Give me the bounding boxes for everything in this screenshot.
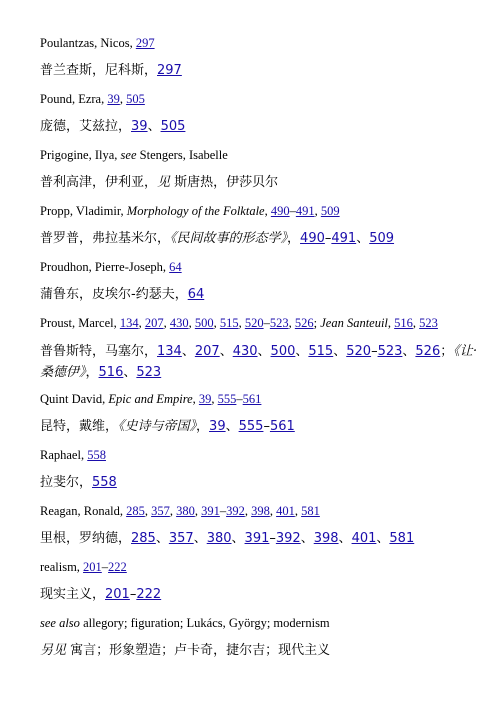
page-reference-link[interactable]: 222 (136, 587, 162, 602)
page-reference-link[interactable]: 39 (209, 419, 226, 434)
page-reference-link[interactable]: 391 (244, 531, 270, 546)
entry-text: 、 (300, 531, 314, 546)
entry-text: – (324, 231, 332, 246)
entry-text: 、 (257, 344, 271, 359)
entry-text: ， (196, 419, 210, 434)
index-entry-en (40, 557, 480, 577)
italic-text: 见 (157, 175, 171, 190)
italic-text: 《史诗与帝国》 (118, 419, 197, 434)
index-entry-en (40, 201, 480, 221)
page-reference-link[interactable]: 297 (135, 36, 155, 50)
entry-text: Proust, Marcel, (40, 316, 120, 330)
entry-text: ； (440, 344, 454, 359)
entry-text: , (169, 504, 177, 518)
entry-text: 蒲鲁东，皮埃尔-约瑟夫， (40, 287, 188, 302)
entry-text: , (213, 316, 220, 330)
entry-text: 、 (231, 531, 245, 546)
page-reference-link[interactable]: 581 (389, 531, 415, 546)
entry-text: 、 (225, 419, 239, 434)
page-reference-link[interactable]: 523 (377, 344, 403, 359)
entry-text: 里根，罗纳德， (40, 531, 132, 546)
entry-text: , (264, 204, 271, 218)
entry-text: – (289, 204, 296, 218)
index-entry-en (40, 389, 480, 409)
page-reference-link[interactable]: 490 (300, 231, 325, 246)
page-reference-link[interactable]: 515 (308, 344, 334, 359)
page-reference-link[interactable]: 392 (226, 504, 245, 518)
page-reference-link[interactable]: 523 (419, 316, 438, 330)
entry-text: Pound, Ezra, (40, 92, 108, 106)
page-reference-link[interactable]: 380 (176, 504, 195, 518)
page-reference-link[interactable]: 509 (369, 231, 395, 246)
page-reference-link[interactable]: 491 (331, 231, 357, 246)
entry-text: , (211, 392, 218, 406)
index-entry-en (40, 257, 480, 277)
page-reference-link[interactable]: 516 (394, 316, 413, 330)
italic-text: 另见 (40, 643, 67, 658)
page-reference-link[interactable]: 523 (269, 316, 289, 330)
entry-text: Stengers, Isabelle (136, 148, 228, 162)
page-reference-link[interactable]: 357 (151, 504, 170, 518)
page-reference-link[interactable]: 558 (87, 448, 106, 462)
page-reference-link[interactable]: 505 (160, 119, 186, 134)
page-reference-link[interactable]: 207 (194, 344, 220, 359)
page-reference-link[interactable]: 555 (238, 419, 264, 434)
italic-text: see also (40, 616, 80, 630)
entry-text: , (269, 504, 277, 518)
entry-text: , (314, 204, 321, 218)
page-reference-link[interactable]: 401 (351, 531, 377, 546)
entry-text: ; (313, 316, 321, 330)
italic-text: Epic and Empire (108, 392, 193, 406)
page-reference-link[interactable]: 64 (187, 287, 205, 302)
italic-text: Jean Santeuil (320, 316, 388, 330)
page-reference-link[interactable]: 391 (201, 504, 220, 518)
page-reference-link[interactable]: 526 (415, 344, 441, 359)
page-reference-link[interactable]: 526 (294, 316, 314, 330)
entry-text: 、 (356, 231, 370, 246)
page-reference-link[interactable]: 558 (92, 475, 117, 490)
entry-text: – (269, 531, 276, 546)
page-reference-link[interactable]: 201 (83, 560, 102, 574)
entry-text: Prigogine, Ilya, (40, 148, 121, 162)
entry-text: 、 (147, 119, 161, 134)
entry-text: – (371, 344, 378, 359)
index-entry-en (40, 33, 480, 53)
entry-text: 、 (402, 344, 416, 359)
entry-text: 、 (376, 531, 390, 546)
italic-text: 《民间故事的形态学》 (170, 231, 288, 246)
entry-text: 、 (123, 365, 137, 380)
entry-text: , (412, 316, 420, 330)
page-reference-link[interactable]: 516 (98, 365, 124, 380)
entry-text: Proudhon, Pierre-Joseph, (40, 260, 170, 274)
index-entry-zh (40, 529, 480, 549)
index-entry-en (40, 313, 480, 333)
entry-text: realism, (40, 560, 84, 574)
page-reference-link[interactable]: 561 (269, 419, 295, 434)
entry-text: – (263, 419, 270, 434)
entry-text: – (129, 587, 137, 602)
page-reference-link[interactable]: 297 (157, 63, 182, 78)
entry-text: 、 (193, 531, 207, 546)
entry-text: Poulantzas, Nicos, (40, 36, 136, 50)
entry-text: 普罗普，弗拉基米尔， (40, 231, 171, 246)
entry-text: 普利高津，伊利亚， (40, 175, 158, 190)
index-entry-zh (40, 173, 480, 193)
entry-text: 、 (181, 344, 195, 359)
entry-text: , (138, 316, 145, 330)
page-reference-link[interactable]: 401 (276, 504, 295, 518)
entry-text: – (263, 316, 270, 330)
page-reference-link[interactable]: 500 (194, 316, 214, 330)
entry-text: Reagan, Ronald, (40, 504, 127, 518)
entry-text: 、 (338, 531, 352, 546)
entry-text: Quint David, (40, 392, 109, 406)
page-reference-link[interactable]: 398 (251, 504, 270, 518)
entry-text: , (294, 504, 302, 518)
entry-text: – (219, 504, 227, 518)
italic-text: Morphology of the Folktale (126, 204, 265, 218)
entry-text: 、 (219, 344, 233, 359)
entry-text: , (192, 392, 199, 406)
page-reference-link[interactable]: 505 (126, 92, 145, 106)
index-entry-en (40, 445, 480, 465)
entry-text: 普鲁斯特，马塞尔， (40, 344, 158, 359)
page-reference-link[interactable]: 201 (105, 587, 130, 602)
index-entries (40, 33, 480, 661)
index-entry-en (40, 501, 480, 521)
entry-text: 昆特，戴维， (40, 419, 119, 434)
index-entry-zh (40, 417, 480, 437)
page-reference-link[interactable]: 285 (131, 531, 156, 546)
page-reference-link[interactable]: 134 (157, 344, 182, 359)
page-reference-link[interactable]: 490 (270, 204, 290, 218)
italic-text: see (120, 148, 137, 162)
entry-text: 、 (333, 344, 347, 359)
page-reference-link[interactable]: 581 (301, 504, 320, 518)
entry-text: , (387, 316, 395, 330)
page-reference-link[interactable]: 523 (136, 365, 162, 380)
entry-text: Propp, Vladimir, (40, 204, 127, 218)
page-reference-link[interactable]: 398 (313, 531, 339, 546)
index-entry-zh (40, 285, 480, 305)
entry-text: , (119, 92, 127, 106)
page-reference-link[interactable]: 207 (144, 316, 164, 330)
entry-text: 现实主义， (40, 587, 106, 602)
index-entry-en (40, 145, 480, 165)
index-entry-zh (40, 229, 480, 249)
index-entry-zh (40, 61, 480, 81)
page-reference-link[interactable]: 285 (126, 504, 145, 518)
index-entry-zh (40, 585, 480, 605)
index-entry-zh (40, 641, 480, 661)
entry-text: , (238, 316, 245, 330)
page-reference-link[interactable]: 509 (320, 204, 340, 218)
entry-text: 庞德，艾兹拉， (40, 119, 132, 134)
entry-text: , (144, 504, 152, 518)
index-entry-en (40, 89, 480, 109)
entry-text: 、 (295, 344, 309, 359)
page-reference-link[interactable]: 222 (108, 560, 127, 574)
entry-text: 寓言；形象塑造；卢卡奇，捷尔吉；现代主义 (66, 643, 331, 658)
page-reference-link[interactable]: 39 (107, 92, 120, 106)
page-reference-link[interactable]: 491 (295, 204, 315, 218)
entry-text: 、 (155, 531, 169, 546)
page-reference-link[interactable]: 561 (242, 392, 262, 406)
index-entry-zh (40, 473, 480, 493)
index-entry-zh (40, 341, 480, 383)
page-reference-link[interactable]: 500 (270, 344, 296, 359)
page-reference-link[interactable]: 520 (346, 344, 372, 359)
entry-text: – (101, 560, 109, 574)
page-reference-link[interactable]: 357 (168, 531, 194, 546)
entry-text: , (163, 316, 170, 330)
entry-text: – (236, 392, 243, 406)
entry-text: allegory; figuration; Lukács, György; modernism (79, 616, 330, 630)
entry-text: , (188, 316, 195, 330)
page-reference-link[interactable]: 515 (219, 316, 239, 330)
page-reference-link[interactable]: 520 (244, 316, 264, 330)
index-entry-en (40, 613, 480, 633)
page-reference-link[interactable]: 134 (119, 316, 139, 330)
page-reference-link[interactable]: 39 (198, 392, 212, 406)
entry-text: , (194, 504, 202, 518)
entry-text: 普兰查斯，尼科斯， (40, 63, 158, 78)
entry-text: Raphael, (40, 448, 88, 462)
page-reference-link[interactable]: 64 (169, 260, 182, 274)
page-reference-link[interactable]: 39 (131, 119, 148, 134)
entry-text: 斯唐热，伊莎贝尔 (170, 175, 279, 190)
page-reference-link[interactable]: 392 (275, 531, 301, 546)
entry-text: , (244, 504, 252, 518)
italic-text: 《让·桑德伊》 (40, 344, 477, 380)
page-reference-link[interactable]: 380 (206, 531, 232, 546)
entry-text: , (288, 316, 295, 330)
page-reference-link[interactable]: 430 (232, 344, 258, 359)
page-reference-link[interactable]: 555 (217, 392, 237, 406)
index-entry-zh (40, 117, 480, 137)
entry-text: ， (85, 365, 99, 380)
page-reference-link[interactable]: 430 (169, 316, 189, 330)
entry-text: ， (287, 231, 301, 246)
entry-text: 拉斐尔， (40, 475, 93, 490)
